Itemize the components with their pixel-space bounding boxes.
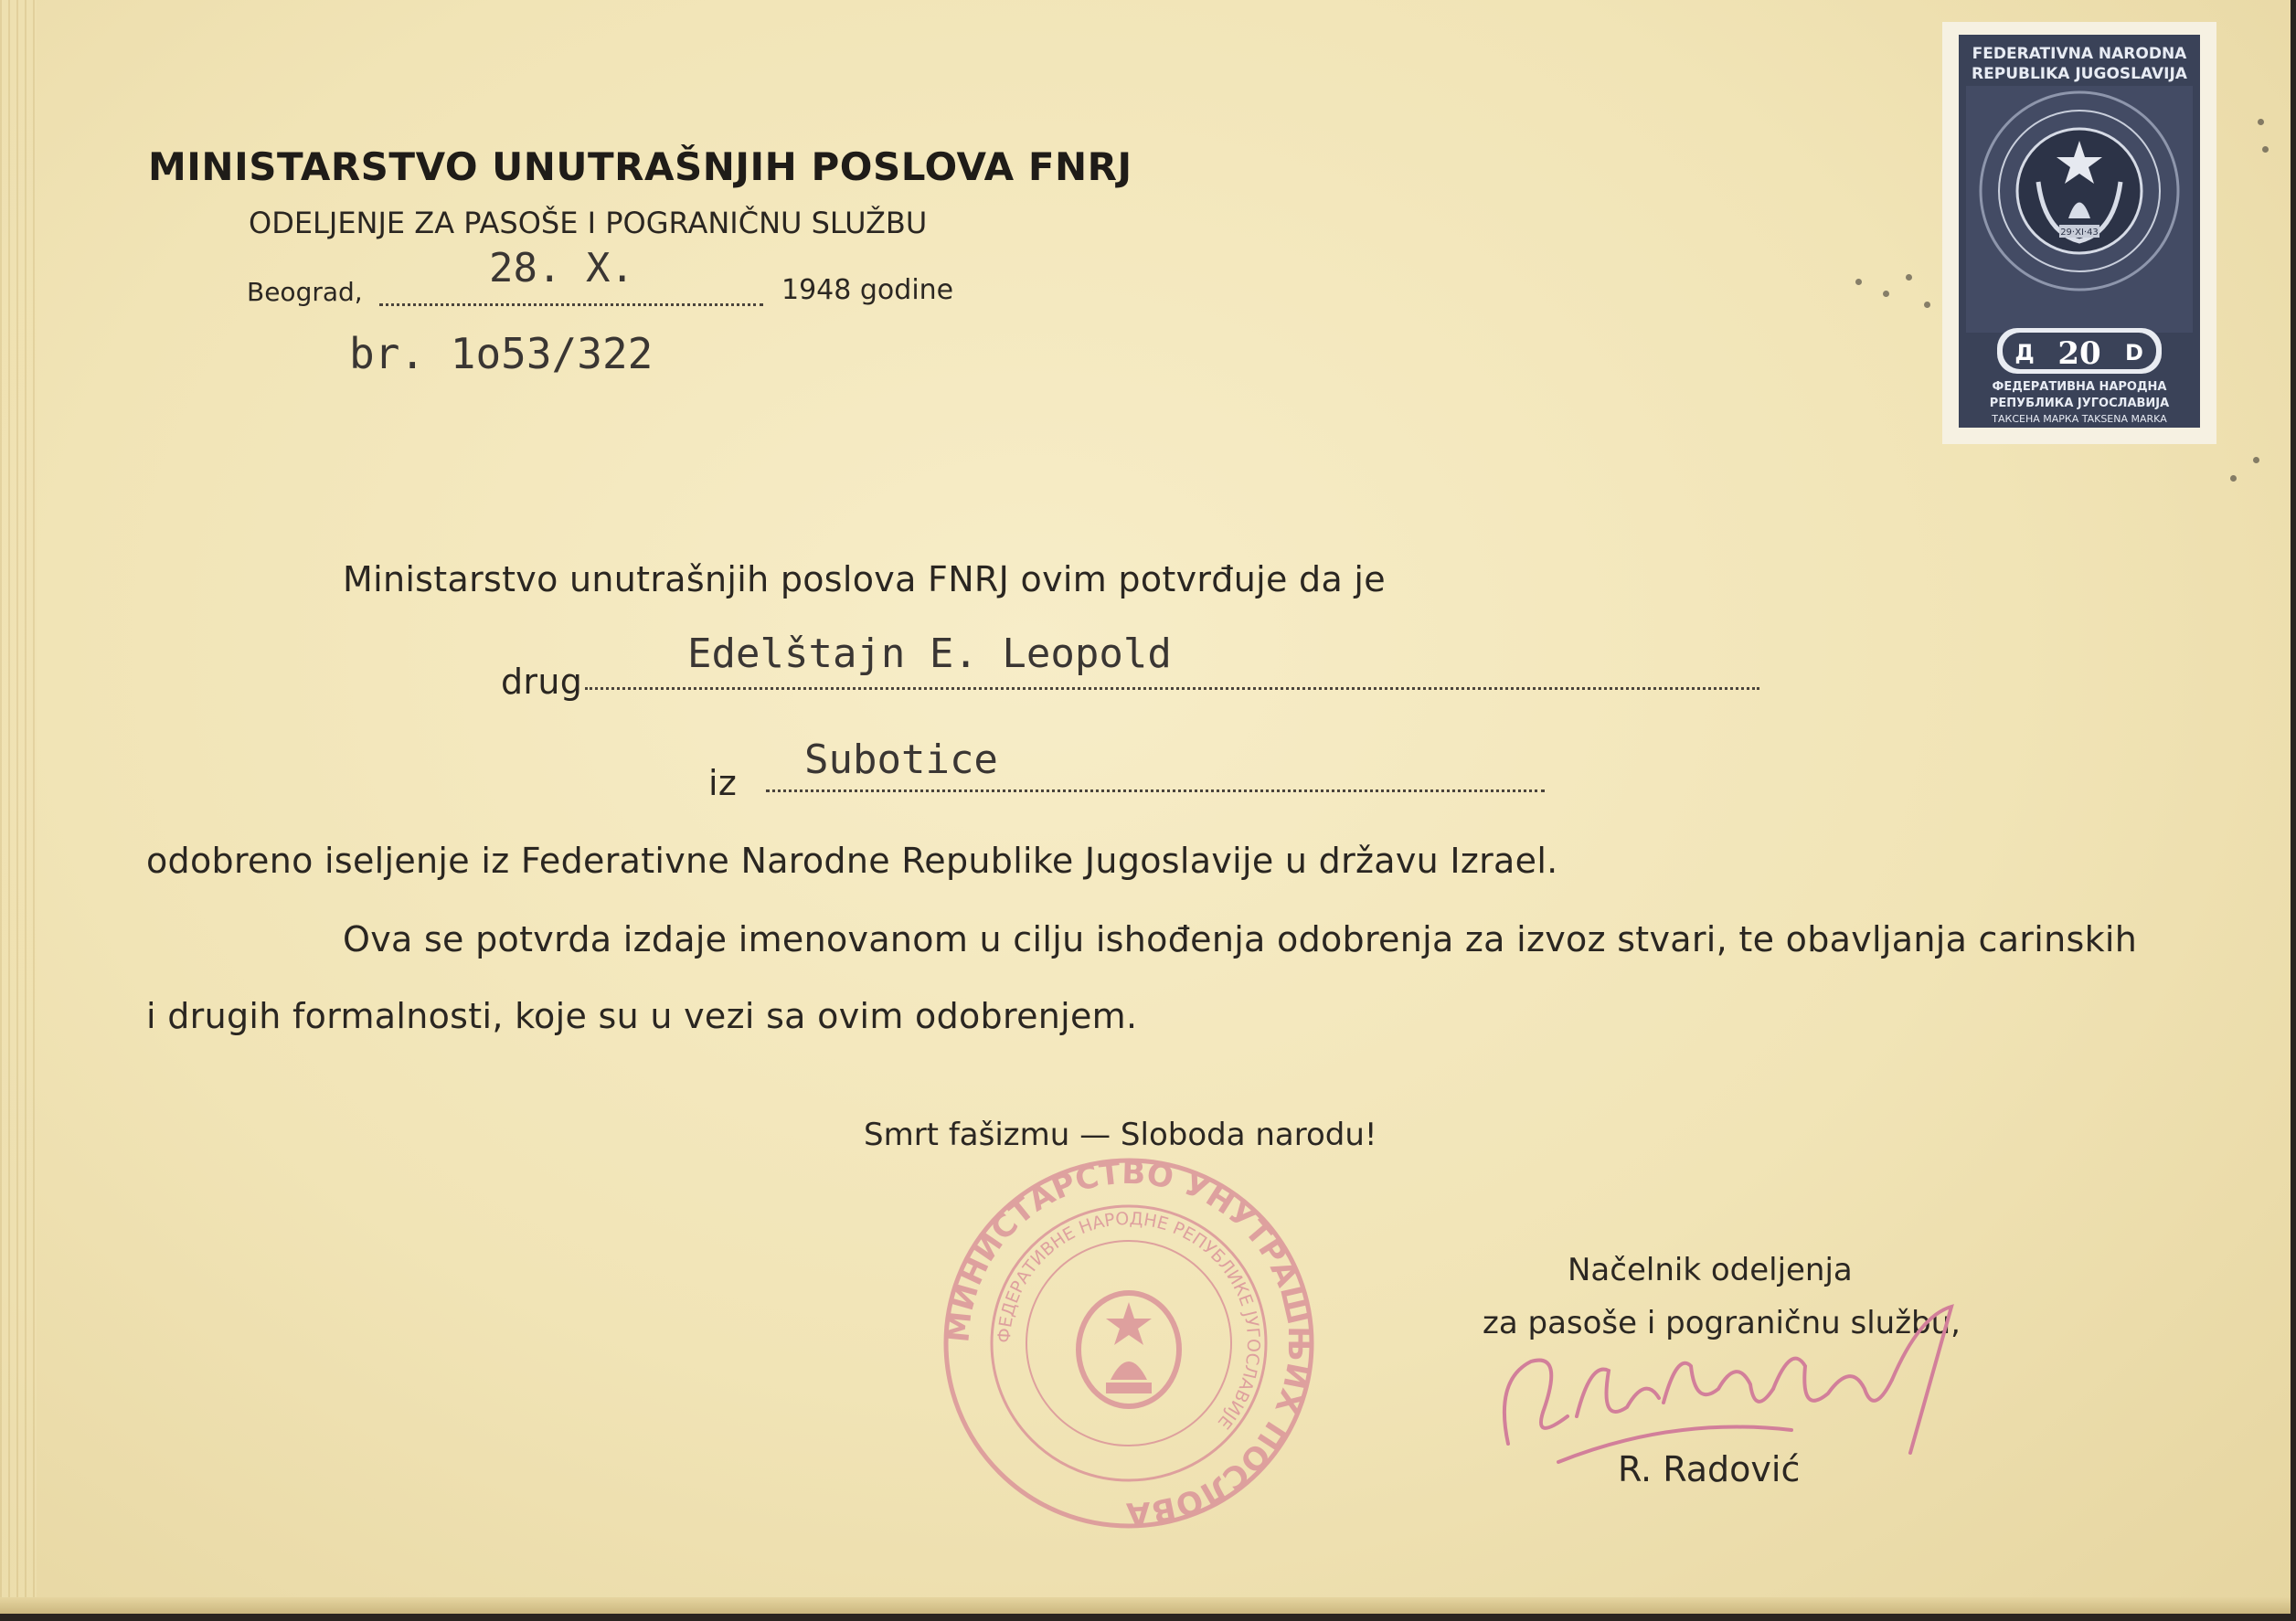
intro-line: Ministarstvo unutrašnjih poslova FNRJ ovim potvrđuje da je: [343, 559, 1386, 599]
city-line: [766, 789, 1545, 792]
perforation-dot: [1883, 291, 1889, 297]
stamp-denom-left: Д: [2014, 340, 2035, 366]
coat-of-arms-icon: [1079, 1293, 1179, 1406]
stamp-bottom-line3: ТАКСЕНА МАРКА TAKSENA MARKA: [1992, 413, 2167, 425]
revenue-stamp-graphic: [1942, 22, 2216, 444]
slogan: Smrt fašizmu — Sloboda narodu!: [864, 1117, 1377, 1153]
perforation-dot: [1924, 302, 1930, 308]
perforation-dot: [2258, 119, 2264, 125]
official-seal-graphic: [932, 1147, 1325, 1540]
stamp-value: 20: [2057, 335, 2101, 372]
stamp-bottom-line1: ФЕДЕРАТИВНА НАРОДНА: [1992, 380, 2167, 394]
date-line: [379, 303, 763, 306]
perforation-dot: [2262, 146, 2269, 153]
signature-title-1: Načelnik odeljenja: [1568, 1252, 1853, 1288]
name-typed: Edelštajn E. Leopold: [687, 630, 1172, 677]
year-label: 1948 godine: [781, 274, 954, 306]
stamp-bottom-line2: РЕПУБЛИКА ЈУГОСЛАВИЈА: [1989, 397, 2170, 410]
perforation-dot: [1855, 279, 1862, 285]
perforation-dot: [1906, 274, 1912, 281]
perforation-dot: [2230, 475, 2237, 482]
signature-title-2: za pasoše i pograničnu službu,: [1483, 1305, 1961, 1341]
department-title: ODELJENJE ZA PASOŠE I POGRANIČNU SLUŽBU: [249, 206, 928, 240]
iz-label: iz: [708, 763, 738, 803]
name-line: [585, 687, 1759, 690]
reference-number: br. 1o53/322: [349, 329, 654, 378]
stamp-top-line1: FEDERATIVNA NARODNA: [1972, 45, 2187, 63]
date-typed: 28. X.: [489, 245, 634, 291]
city-label: Beograd,: [247, 277, 363, 307]
seal-outer-text: МИНИСТАРСТВО УНУТРАШЊИХ ПОСЛОВА: [940, 1154, 1318, 1532]
city-typed: Subotice: [804, 736, 998, 783]
perforation-dot: [2253, 457, 2259, 463]
stamp-denom-right: D: [2125, 340, 2143, 366]
revenue-stamp: [1942, 22, 2216, 444]
seal-inner-text: ФЕДЕРАТИВНЕ НАРОДНЕ РЕПУБЛИКЕ ЈУГОСЛАВИЈЕ: [994, 1208, 1264, 1433]
stamp-date-ribbon: 29·XI·43: [2060, 228, 2099, 238]
purpose-line-2: i drugih formalnosti, koje su u vezi sa ovim odobrenjem.: [146, 996, 1138, 1036]
drug-label: drug: [501, 662, 583, 702]
purpose-line-1: Ova se potvrda izdaje imenovanom u cilju ishođenja odobrenja za izvoz stvari, te obavljanja carinskih: [343, 919, 2138, 959]
stamp-top-line2: REPUBLIKA JUGOSLAVIJA: [1972, 65, 2187, 83]
ministry-title: MINISTARSTVO UNUTRAŠNJIH POSLOVA FNRJ: [148, 144, 1132, 189]
official-seal: [932, 1147, 1325, 1540]
signatory-name: R. Radović: [1618, 1449, 1801, 1489]
approval-line: odobreno iseljenje iz Federativne Narodne Republike Jugoslavije u državu Izrael.: [146, 841, 1558, 881]
